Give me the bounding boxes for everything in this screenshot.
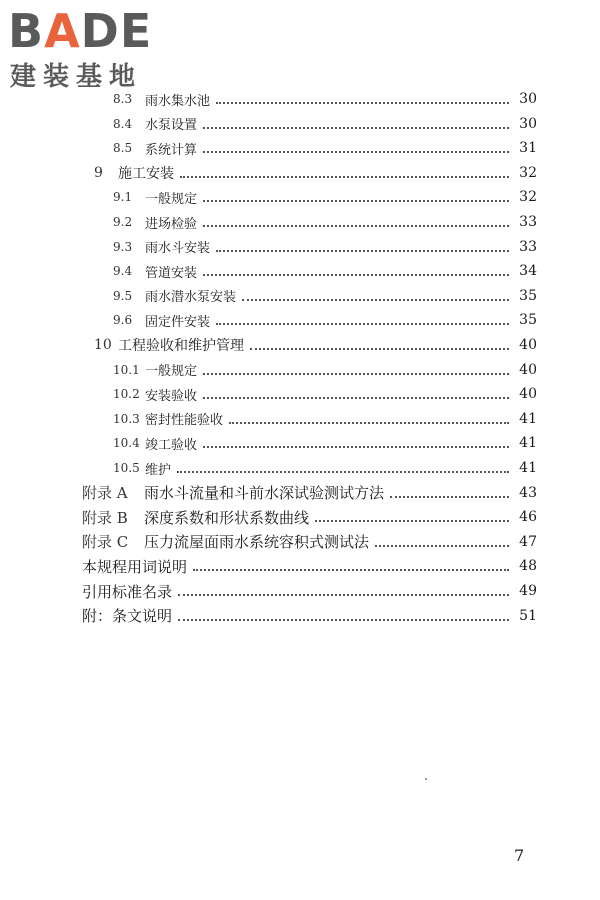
- toc-entry-page: 40: [519, 361, 537, 378]
- toc-entry-page: 32: [519, 164, 537, 181]
- toc-entry-number: 9.5: [113, 288, 133, 303]
- toc-entry-number: 9.2: [113, 215, 133, 229]
- toc-entry-title: 竣工验收: [145, 437, 198, 453]
- page-number: 7: [514, 846, 525, 865]
- dot-leader: [229, 422, 509, 424]
- dot-leader: [203, 200, 509, 202]
- toc-entry-page: 34: [519, 263, 537, 280]
- toc-entry-page: 35: [519, 312, 537, 329]
- toc-entry: [0, 555, 537, 577]
- toc-entry-page: 33: [519, 214, 537, 230]
- toc-entry: [0, 457, 537, 479]
- toc-entry-title: 附：条文说明: [82, 607, 173, 626]
- dot-leader: [203, 397, 509, 399]
- dot-leader: [180, 176, 509, 178]
- toc-entry-title: 密封性能验收: [145, 413, 224, 429]
- toc-entry-title: 雨水斗安装: [145, 241, 211, 257]
- toc-entry-page: 49: [519, 583, 537, 599]
- toc-entry-title: 一般规定: [145, 364, 198, 380]
- toc-entry-page: 35: [519, 287, 537, 304]
- toc-entry-number: 10.5: [113, 461, 140, 475]
- dot-leader: [250, 348, 509, 350]
- toc-entry-number: 10.1: [113, 362, 140, 377]
- toc-entry: [0, 236, 537, 258]
- dot-leader: [315, 520, 509, 522]
- toc-entry-title: 压力流屋面雨水系统容积式测试法: [144, 533, 370, 552]
- toc-entry: [0, 113, 537, 135]
- toc-entry: [0, 137, 537, 159]
- toc-entry-title: 一般规定: [145, 191, 198, 207]
- toc-entry-page: 30: [519, 115, 537, 132]
- toc-entry: [0, 211, 537, 233]
- dot-leader: [203, 151, 509, 153]
- toc-entry-number: 9: [94, 164, 103, 181]
- toc-entry-title: 管道安装: [145, 265, 198, 281]
- toc-entry: [0, 506, 537, 528]
- toc-entry: [0, 432, 537, 454]
- toc-entry: [0, 531, 537, 553]
- bade-logo: [8, 6, 178, 96]
- toc-entry-title: 深度系数和形状系数曲线: [144, 508, 310, 527]
- dot-leader: [216, 323, 509, 325]
- dot-leader: [177, 471, 509, 473]
- toc-entry-number: 10: [94, 337, 112, 353]
- toc-entry-number: 10.2: [113, 387, 140, 402]
- toc-entry-page: 47: [519, 533, 537, 550]
- toc-entry: [0, 88, 537, 110]
- toc-entry: [0, 580, 537, 602]
- toc-entry-title: 水泵设置: [145, 118, 198, 134]
- toc-entry-title: 进场检验: [145, 216, 198, 232]
- toc-entry-page: 30: [519, 91, 537, 107]
- dot-leader: [242, 299, 509, 301]
- toc-entry-page: 41: [519, 410, 537, 427]
- toc-entry-title: 雨水潜水泵安装: [145, 290, 237, 306]
- toc-entry-page: 31: [519, 140, 537, 157]
- dot-leader: [216, 250, 509, 252]
- logo-wordmark: BADE: [8, 4, 153, 58]
- toc-entry: [0, 605, 537, 627]
- toc-entry-title: 安装验收: [145, 388, 198, 404]
- dot-leader: [203, 225, 509, 227]
- toc-entry-title: 引用标准名录: [82, 582, 173, 601]
- toc-entry-number: 附录 C: [82, 533, 129, 552]
- toc-entry-title: 本规程用词说明: [82, 557, 188, 576]
- dot-leader: [203, 373, 509, 375]
- toc-entry-title: 维护: [145, 462, 172, 478]
- toc-entry-title: 固定件安装: [145, 314, 211, 330]
- toc-entry: [0, 260, 537, 282]
- toc-entry-page: 43: [519, 484, 537, 501]
- toc-entry-page: 51: [519, 607, 537, 624]
- toc-entry-number: 附录 B: [82, 508, 128, 527]
- toc-entry-number: 10.3: [113, 411, 140, 426]
- toc-entry-page: 48: [519, 558, 537, 575]
- toc-entry-page: 40: [519, 337, 537, 353]
- toc-entry-page: 46: [519, 509, 537, 526]
- toc-entry: [0, 162, 537, 184]
- dot-leader: [390, 496, 509, 498]
- toc-entry-title: 雨水集水池: [145, 93, 211, 109]
- logo-subtitle: 建装基地: [10, 62, 143, 92]
- toc-entry: [0, 482, 537, 504]
- toc-entry-number: 9.6: [113, 313, 133, 328]
- toc-entry-number: 9.3: [113, 239, 133, 254]
- dot-leader: [375, 545, 509, 547]
- toc-entry-number: 8.5: [113, 141, 133, 156]
- toc-entry-page: 33: [519, 238, 537, 255]
- toc-entry-number: 9.1: [113, 190, 133, 205]
- dot-leader: [193, 569, 509, 571]
- dot-leader: [216, 102, 509, 104]
- dot-leader: [178, 594, 509, 596]
- toc-entry: [0, 359, 537, 381]
- toc-entry-number: 10.4: [113, 436, 140, 451]
- toc-entry-page: 41: [519, 460, 537, 476]
- toc-entry-page: 32: [519, 189, 537, 206]
- toc-entry: [0, 186, 537, 208]
- toc-entry-number: 8.3: [113, 92, 133, 106]
- toc-entry-title: 系统计算: [145, 142, 198, 158]
- toc-entry-title: 施工安装: [118, 165, 174, 182]
- scan-speck: [425, 778, 427, 780]
- dot-leader: [203, 446, 509, 448]
- toc-entry: [0, 334, 537, 356]
- toc-entry-number: 8.4: [113, 116, 133, 131]
- dot-leader: [203, 274, 509, 276]
- toc-entry-number: 9.4: [113, 264, 133, 279]
- toc-entry-page: 40: [519, 386, 537, 403]
- toc-entry: [0, 383, 537, 405]
- dot-leader: [203, 127, 509, 129]
- toc-entry-number: 附录 A: [82, 484, 128, 503]
- toc-entry-page: 41: [519, 435, 537, 452]
- toc-entry: [0, 285, 537, 307]
- toc-entry: [0, 408, 537, 430]
- toc-entry-title: 雨水斗流量和斗前水深试验测试方法: [144, 484, 385, 503]
- toc-entry: [0, 309, 537, 331]
- dot-leader: [178, 619, 509, 621]
- toc-entry-title: 工程验收和维护管理: [118, 338, 244, 354]
